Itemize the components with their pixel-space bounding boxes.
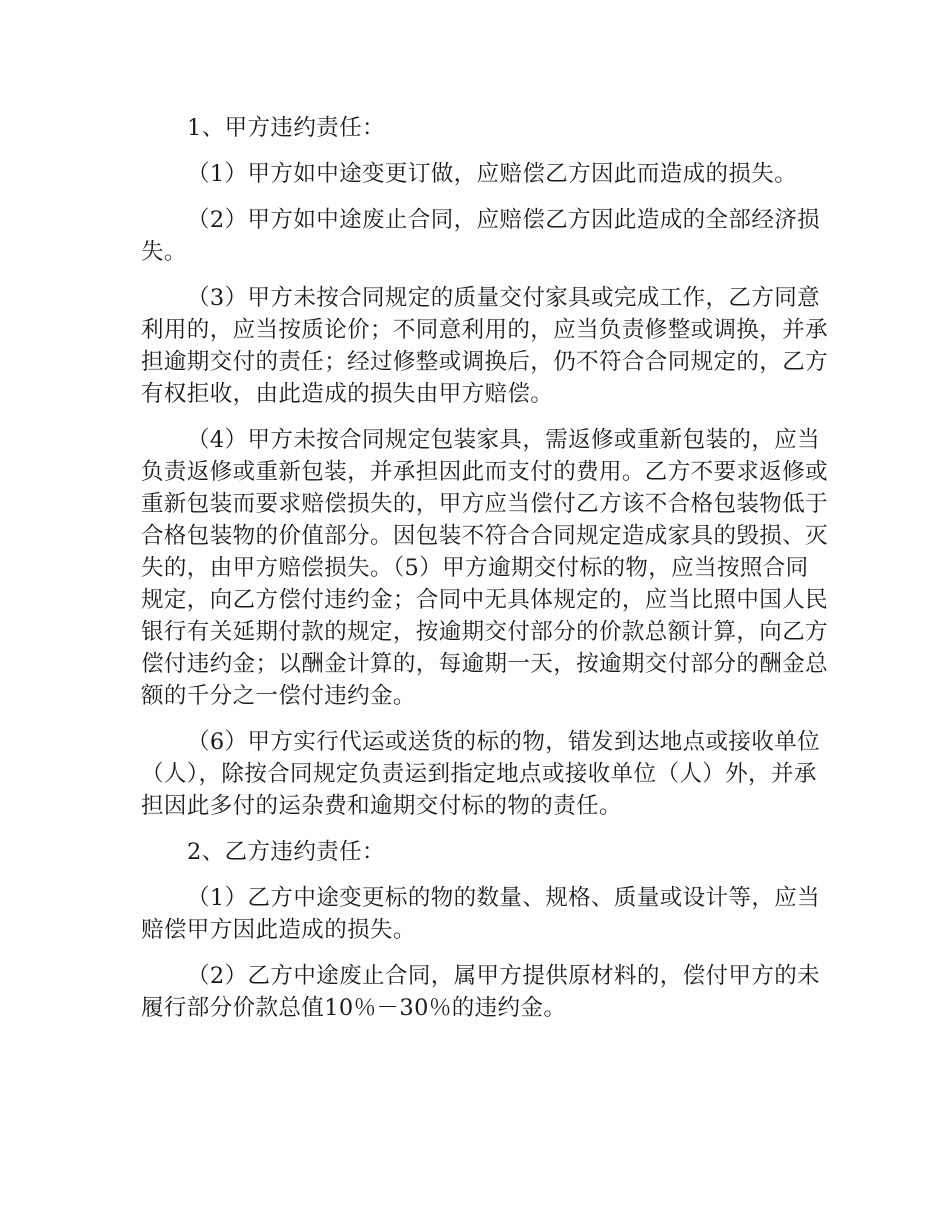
clause-a-3: （3）甲方未按合同规定的质量交付家具或完成工作，乙方同意利用的，应当按质论价；不同意利用的，应当负责修整或调换，并承担逾期交付的责任；经过修整或调换后，仍不符合合同规定的，乙方有权拒收，由此造成的损失由甲方赔偿。 xyxy=(141,285,829,407)
clause-a-6: （6）甲方实行代运或送货的标的物，错发到达地点或接收单位（人），除按合同规定负责运到指定地点或接收单位（人）外，并承担因此多付的运杂费和逾期交付标的物的责任。 xyxy=(141,729,821,819)
clause-b-2: （2）乙方中途废止合同，属甲方提供原材料的，偿付甲方的未履行部分价款总值10％－30％的违约金。 xyxy=(141,963,821,1021)
clause-a-4-5: （4）甲方未按合同规定包装家具，需返修或重新包装的，应当负责返修或重新包装，并承担因此而支付的费用。乙方不要求返修或重新包装而要求赔偿损失的，甲方应当偿付乙方该不合格包装物低于合格包装物的价值部分。因包装不符合合同规定造成家具的毁损、灭失的，由甲方赔偿损失。（5）甲方逾期交付标的物，应当按照合同规定，向乙方偿付违约金；合同中无具体规定的，应当比照中国人民银行有关延期付款的规定，按逾期交付部分的价款总额计算，向乙方偿付违约金；以酬金计算的，每逾期一天，按逾期交付部分的酬金总额的千分之一偿付违约金。 xyxy=(141,427,829,709)
section-heading-party-b-liability: 2、乙方违约责任： xyxy=(187,839,385,865)
document-body xyxy=(141,112,831,1038)
section-heading-party-a-liability: 1、甲方违约责任： xyxy=(187,115,385,141)
clause-a-1: （1）甲方如中途变更订做，应赔偿乙方因此而造成的损失。 xyxy=(187,161,798,187)
clause-b-1: （1）乙方中途变更标的物的数量、规格、质量或设计等，应当赔偿甲方因此造成的损失。 xyxy=(141,885,821,943)
clause-a-2: （2）甲方如中途废止合同，应赔偿乙方因此造成的全部经济损失。 xyxy=(141,207,821,265)
